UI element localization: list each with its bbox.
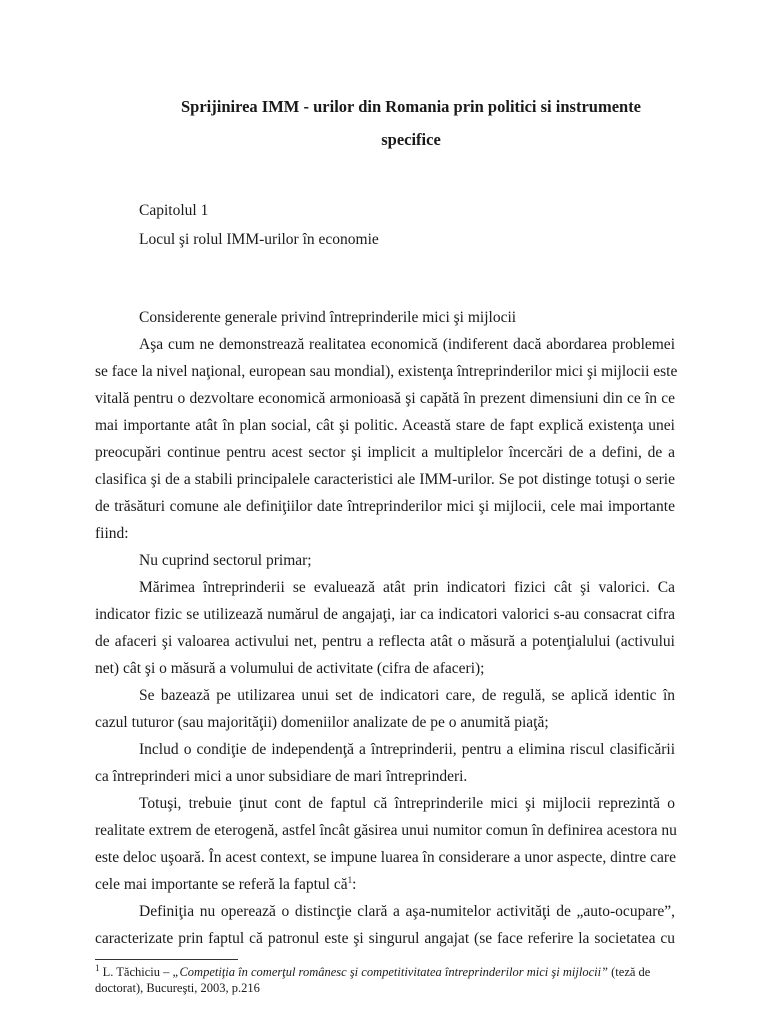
text-line: Aşa cum ne demonstrează realitatea economică (indiferent dacă abordarea problemei [139, 336, 675, 353]
title-line-2: specifice [381, 130, 441, 149]
chapter-title: Locul şi rolul IMM-urilor în economie [139, 231, 379, 248]
text-line-end: : [352, 876, 357, 893]
text-line-content: cele mai importante se referă la faptul că [95, 876, 348, 893]
text-line: fiind: [95, 525, 129, 542]
text-line: Totuşi, trebuie ţinut cont de faptul că întreprinderile mici şi mijlocii reprezintă o [139, 795, 675, 812]
text-line: este deloc uşoară. În acest context, se impune luarea în considerare a unor aspecte, dintre care [95, 849, 676, 866]
text-line: cazul tuturor (sau majorităţii) domeniilor analizate de pe o anumită piaţă; [95, 714, 549, 731]
footnote [95, 964, 675, 980]
text-line: realitate extrem de eterogenă, astfel încât găsirea unui numitor comun în definirea acestora nu [95, 822, 677, 839]
footnote-number: 1 [95, 962, 100, 973]
text-line: preocupări continue pentru acest sector şi implicit a multiplelor încercări de a defini, de a [95, 444, 675, 461]
text-line: Includ o condiţie de independenţă a întreprinderii, pentru a elimina riscul clasificării [139, 741, 675, 758]
text-line: vitală pentru o dezvoltare economică armonioasă şi capătă în prezent dimensiuni din ce în ce [95, 390, 675, 407]
text-line: ca întreprinderi mici a unor subsidiare de mari întreprinderi. [95, 768, 468, 785]
text-line: caracterizate prin faptul că patronul este şi singurul angajat (se face referire la societatea cu [95, 930, 675, 947]
footnote-reference[interactable]: 1 [347, 874, 353, 885]
text-line: de trăsături comune ale definiţiilor date întreprinderilor mici şi mijlocii, cele mai importante [95, 498, 675, 515]
text-line: Mărimea întreprinderii se evaluează atât prin indicatori fizici cât şi valorici. Ca [139, 579, 675, 596]
text-line: mai importante atât în plan social, cât şi politic. Această stare de fapt explică existenţa unei [95, 417, 675, 434]
document-title [95, 90, 727, 156]
text-line: indicator fizic se utilizează numărul de angajaţi, iar ca indicatori valorici s-au consacrat cifra [95, 606, 675, 623]
text-line: net) cât şi o măsură a volumului de activitate (cifra de afaceri); [95, 660, 485, 677]
footnote-line-2: doctorat), Bucureşti, 2003, p.216 [95, 981, 260, 995]
footnote-work-title: „Competiţia în comerţul românesc şi competitivitatea întreprinderilor mici şi mijlocii” [172, 965, 609, 979]
text-line: se face la nivel naţional, european sau mondial), existenţa întreprinderilor mici şi mijlocii este [95, 363, 678, 380]
text-line: de afaceri şi valoarea activului net, pentru a reflecta atât o măsură a potenţialului (activului [95, 633, 675, 650]
text-line: Definiţia nu operează o distincţie clară a aşa-numitelor activităţi de „auto-ocupare”, [139, 903, 675, 920]
footnote-tail: (teză de [608, 965, 651, 979]
list-item: Nu cuprind sectorul primar; [139, 552, 312, 569]
chapter-number: Capitolul 1 [139, 202, 209, 219]
footnote-separator [95, 959, 238, 960]
section-heading: Considerente generale privind întreprinderile mici şi mijlocii [139, 309, 517, 326]
text-line: clasifica şi de a stabili principalele caracteristici ale IMM-urilor. Se pot distinge totuşi o serie [95, 471, 675, 488]
title-line-1: Sprijinirea IMM - urilor din Romania prin politici si instrumente [180, 97, 642, 116]
text-line [95, 875, 675, 895]
text-line: Se bazează pe utilizarea unui set de indicatori care, de regulă, se aplică identic în [139, 687, 675, 704]
footnote-author: L. Tăchiciu – [99, 965, 173, 979]
